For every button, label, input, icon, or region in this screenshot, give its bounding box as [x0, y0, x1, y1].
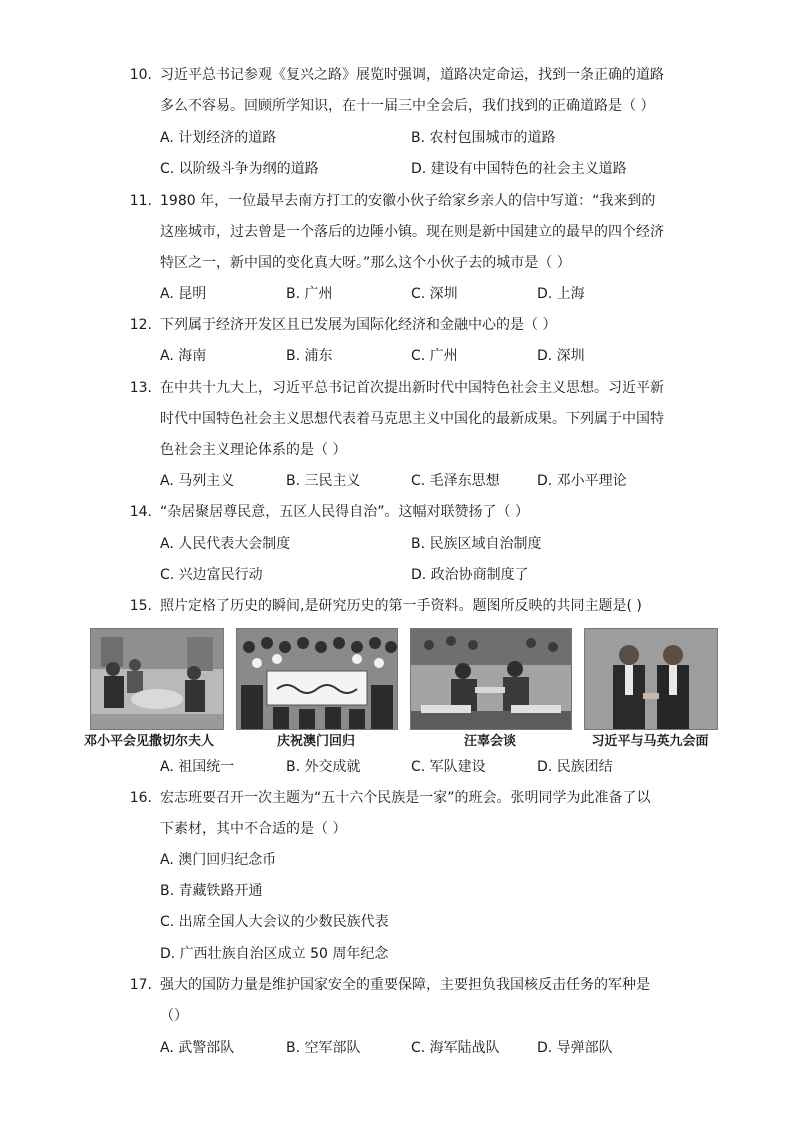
option-a: A. 马列主义 [160, 473, 235, 489]
option-d: D. 邓小平理论 [537, 473, 627, 489]
historical-photo-3 [410, 628, 572, 730]
question-number: 13. [129, 380, 152, 396]
option-b: B. 空军部队 [286, 1040, 361, 1056]
photo-caption-3: 汪辜会谈 [463, 734, 516, 749]
question-stem-line: 下素材，其中不合适的是（ ） [160, 821, 347, 837]
question-stem-line: 在中共十九大上，习近平总书记首次提出新时代中国特色社会主义思想。习近平新 [160, 380, 664, 396]
option-d: D. 深圳 [537, 348, 585, 364]
option-b: B. 广州 [286, 286, 333, 302]
question-stem-line: 1980 年，一位最早去南方打工的安徽小伙子给家乡亲人的信中写道：“我来到的 [160, 193, 656, 209]
option-b: B. 三民主义 [286, 473, 361, 489]
option-c: C. 军队建设 [411, 759, 486, 775]
option-b: B. 外交成就 [286, 759, 361, 775]
option-c: C. 深圳 [411, 286, 458, 302]
question-stem-line: 下列属于经济开发区且已发展为国际化经济和金融中心的是（ ） [160, 317, 557, 333]
option-d: D. 广西壮族自治区成立 50 周年纪念 [160, 946, 389, 962]
question-number: 15. [129, 598, 152, 614]
question-stem-line: 照片定格了历史的瞬间,是研究历史的第一手资料。题图所反映的共同主题是( ) [160, 598, 642, 614]
question-stem-line: 强大的国防力量是维护国家安全的重要保障，主要担负我国核反击任务的军种是 [160, 977, 650, 993]
photo-caption-4: 习近平与马英九会面 [591, 734, 709, 749]
option-d: D. 民族团结 [537, 759, 613, 775]
question-stem-line: 特区之一，新中国的变化真大呀。”那么这个小伙子去的城市是（ ） [160, 255, 571, 271]
question-stem-line: 这座城市，过去曾是一个落后的边陲小镇。现在则是新中国建立的最早的四个经济 [160, 224, 664, 240]
option-a: A. 昆明 [160, 286, 207, 302]
option-a: A. 武警部队 [160, 1040, 235, 1056]
historical-photo-2 [236, 628, 398, 730]
question-number: 17. [129, 977, 152, 993]
question-number: 14. [129, 504, 152, 520]
option-a: A. 澳门回归纪念币 [160, 852, 277, 868]
question-stem-line: “杂居聚居尊民意，五区人民得自治”。这幅对联赞扬了（ ） [160, 504, 529, 520]
question-number: 10. [129, 67, 152, 83]
question-stem-line: 时代中国特色社会主义思想代表着马克思主义中国化的最新成果。下列属于中国特 [160, 411, 664, 427]
option-a: A. 计划经济的道路 [160, 130, 277, 146]
option-a: A. 海南 [160, 348, 207, 364]
historical-photo-1 [90, 628, 224, 730]
option-c: C. 广州 [411, 348, 458, 364]
historical-photo-4 [584, 628, 718, 730]
option-b: B. 民族区域自治制度 [411, 536, 542, 552]
option-c: C. 毛泽东思想 [411, 473, 500, 489]
option-d: D. 政治协商制度了 [411, 567, 529, 583]
question-stem-line: 宏志班要召开一次主题为“五十六个民族是一家”的班会。张明同学为此准备了以 [160, 790, 651, 806]
photo-caption-1: 邓小平会见撒切尔夫人 [83, 734, 214, 749]
option-d: D. 导弹部队 [537, 1040, 613, 1056]
question-stem-line: 多么不容易。回顾所学知识，在十一届三中全会后，我们找到的正确道路是（ ） [160, 98, 655, 114]
question-number: 11. [129, 193, 152, 209]
option-a: A. 祖国统一 [160, 759, 235, 775]
option-c: C. 以阶级斗争为纲的道路 [160, 161, 319, 177]
question-stem-line: 色社会主义理论体系的是（ ） [160, 442, 347, 458]
question-stem-line: （） [160, 1008, 188, 1024]
option-b: B. 青藏铁路开通 [160, 883, 263, 899]
question-number: 16. [129, 790, 152, 806]
option-b: B. 农村包围城市的道路 [411, 130, 556, 146]
option-a: A. 人民代表大会制度 [160, 536, 291, 552]
option-c: C. 兴边富民行动 [160, 567, 263, 583]
question-stem-line: 习近平总书记参观《复兴之路》展览时强调，道路决定命运，找到一条正确的道路 [160, 67, 664, 83]
option-d: D. 建设有中国特色的社会主义道路 [411, 161, 627, 177]
option-d: D. 上海 [537, 286, 585, 302]
photo-caption-2: 庆祝澳门回归 [276, 734, 355, 749]
question-number: 12. [129, 317, 152, 333]
option-c: C. 出席全国人大会议的少数民族代表 [160, 914, 389, 930]
option-b: B. 浦东 [286, 348, 333, 364]
option-c: C. 海军陆战队 [411, 1040, 500, 1056]
